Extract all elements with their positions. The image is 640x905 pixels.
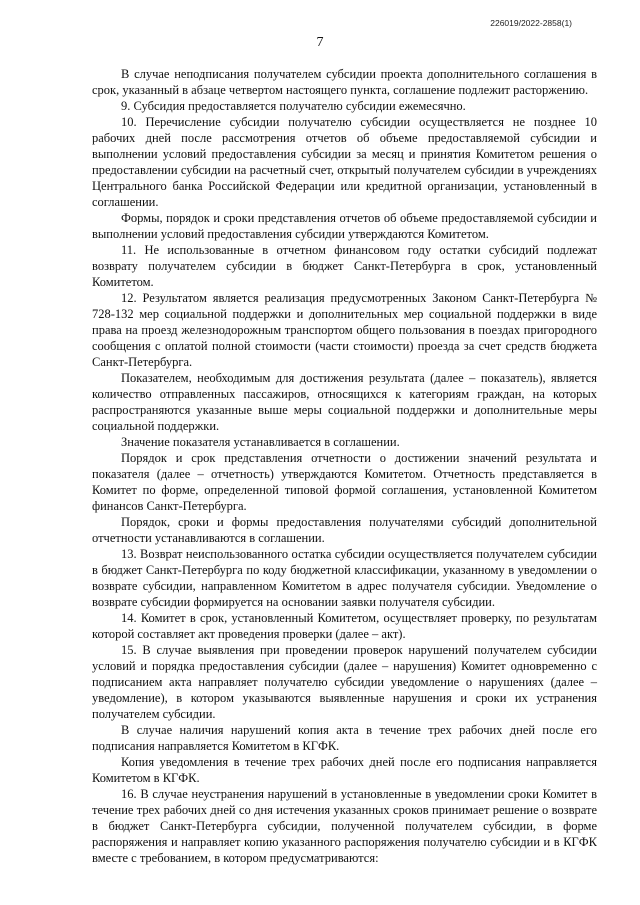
paragraph-15-notice-copy: Копия уведомления в течение трех рабочих дней после его подписания направляется Комитетом в КГФК. (92, 755, 597, 785)
paragraph-9: 9. Субсидия предоставляется получателю субсидии ежемесячно. (121, 99, 466, 113)
paragraph-12-indicator-value: Значение показателя устанавливается в соглашении. (121, 435, 400, 449)
paragraph-11: 11. Не использованные в отчетном финансовом году остатки субсидий подлежат возврату получателем субсидии в бюджет Санкт-Петербурга в срок, установленный Комитетом. (92, 243, 597, 289)
paragraph-15-act-copy: В случае наличия нарушений копия акта в течение трех рабочих дней после его подписания направляется Комитетом в КГФК. (92, 723, 597, 753)
paragraph-unsigned-agreement: В случае неподписания получателем субсидии проекта дополнительного соглашения в срок, указанный в абзаце четвертом настоящего пункта, соглашение подлежит расторжению. (92, 67, 597, 97)
document-body (92, 66, 597, 866)
paragraph-13: 13. Возврат неиспользованного остатка субсидии осуществляется получателем субсидии в бюджет Санкт-Петербурга по коду бюджетной классификации, указанному в уведомлении о возврате субсидии, направленном Комитетом в адрес получателя субсидии. Уведомление о возврате субсидии формируется на основании заявки получателя субсидии. (92, 547, 597, 609)
paragraph-14: 14. Комитет в срок, установленный Комитетом, осуществляет проверку, по результатам которой составляет акт проведения проверки (далее – акт). (92, 611, 597, 641)
paragraph-12-reporting: Порядок и срок представления отчетности о достижении значений результата и показателя (далее – отчетность) утверждаются Комитетом. Отчетность представляется в Комитет по форме, определенной типовой формой соглашения, установленной Комитетом финансов Санкт-Петербурга. (92, 451, 597, 513)
paragraph-12: 12. Результатом является реализация предусмотренных Законом Санкт-Петербурга № 728-132 мер социальной поддержки и дополнительных мер социальной поддержки в виде права на проезд железнодорожным транспортом общего пользования в поездах пригородного сообщения с оплатой полной стоимости (части стоимости) проезда за счет средств бюджета Санкт-Петербурга. (92, 291, 597, 369)
paragraph-12-indicator: Показателем, необходимым для достижения результата (далее – показатель), является количество отправленных пассажиров, относящихся к категориям граждан, на которых распространяются указанные выше меры социальной поддержки и дополнительные меры социальной поддержки. (92, 371, 597, 433)
paragraph-12-additional-reporting: Порядок, сроки и формы предоставления получателями субсидий дополнительной отчетности устанавливаются в соглашении. (92, 515, 597, 545)
page-number: 7 (316, 35, 324, 50)
paragraph-10: 10. Перечисление субсидии получателю субсидии осуществляется не позднее 10 рабочих дней после рассмотрения отчетов об объеме предоставляемой субсидии и выполнении условий предоставления субсидии за месяц и принятия Комитетом решения о предоставлении субсидии на расчетный счет, открытый получателем субсидии в учреждениях Центрального банка Российской Федерации или кредитной организации, установленный в соглашении. (92, 115, 597, 209)
document-registration-number: 226019/2022-2858(1) (490, 18, 572, 28)
paragraph-16: 16. В случае неустранения нарушений в установленные в уведомлении сроки Комитет в течение трех рабочих дней со дня истечения указанных сроков принимает решение о возврате в бюджет Санкт-Петербурга субсидии, полученной получателем субсидии, в форме распоряжения и направляет копию указанного распоряжения получателю субсидии и в КГФК вместе с требованием, в котором предусматриваются: (92, 787, 597, 865)
paragraph-15: 15. В случае выявления при проведении проверок нарушений получателем субсидии условий и порядка предоставления субсидии (далее – нарушения) Комитет одновременно с подписанием акта направляет получателю субсидии уведомление о нарушениях (далее – уведомление), в котором указываются выявленные нарушения и сроки их устранения получателем субсидии. (92, 643, 597, 721)
paragraph-10-report-forms: Формы, порядок и сроки представления отчетов об объеме предоставляемой субсидии и выполнении условий предоставления субсидии утверждаются Комитетом. (92, 211, 597, 241)
